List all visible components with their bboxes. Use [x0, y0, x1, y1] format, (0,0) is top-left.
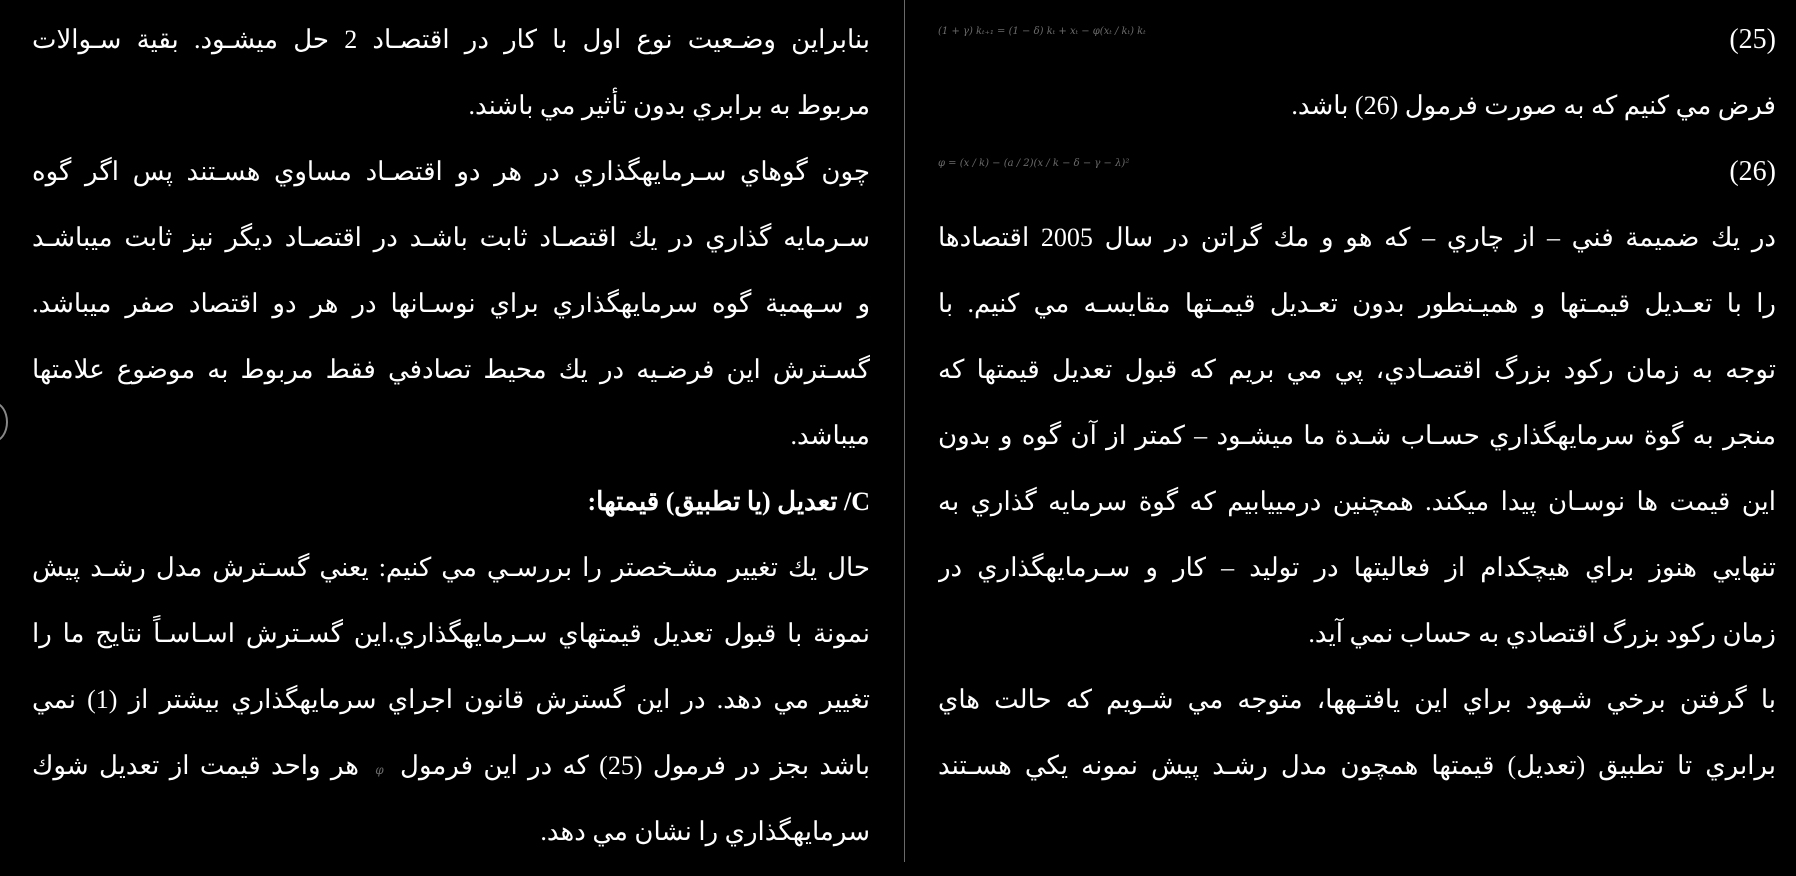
right-text-column [938, 0, 1776, 810]
text-line-with-symbol [32, 744, 870, 788]
equation-formula: (1 + γ) kₜ₊₁ = (1 − δ) kₜ + xₜ − φ(xₜ / kₜ) kₜ [938, 26, 1146, 37]
text-line: را با تعـديل قيمـتها و هميـنطور بدون تعـديل قيمـتها مقايسـه مي كنيم. با [938, 289, 1776, 318]
text-line: منجر به گوة سرمايهگذاري حسـاب شـدة ما ميشـود – كمتر از آن گوه و بدون [938, 421, 1776, 450]
text-fragment: هر واحد قيمت از تعديل شوك [32, 751, 359, 780]
text-line: فرض مي كنيم كه به صورت فرمول (26) باشد. [1291, 91, 1776, 120]
equation-formula: φ = (x / k) − (a / 2)(x / k − δ − γ − λ)² [938, 158, 1130, 169]
text-line: بنابراين وضـعيت نوع اول با كار در اقتصـاد 2 حل ميشـود. بقية سـوالات [32, 25, 870, 54]
text-line: تنهايي هنوز براي هيچكدام از فعاليتها در توليد – كار و سـرمايهگذاري در [938, 553, 1776, 582]
text-line: در يك ضميمة فني – از چاري – كه هو و مك گراتن در سال 2005 اقتصادها [938, 223, 1776, 252]
text-line: تغيير مي دهد. در اين گسترش قانون اجراي سرمايهگذاري بيشتر از (1) نمي [32, 685, 870, 714]
text-line: برابري تا تطبيق (تعديل) قيمتها همچون مدل رشـد پيش نمونه يكي هسـتند [938, 751, 1776, 780]
text-line: با گرفتن برخي شـهود براي اين يافتـهها، متوجه مي شـويم كه حالت هاي [938, 685, 1776, 714]
equation-25 [938, 18, 1776, 62]
left-text-column [32, 0, 870, 876]
equation-number: (26) [1729, 156, 1776, 187]
text-line: ميباشد. [790, 421, 870, 450]
text-line: چون گوهاي سـرمايهگذاري در هر دو اقتصـاد مساوي هسـتند پس اگر گوه [32, 157, 870, 186]
text-line: گسـترش اين فرضـيه در يك محيط تصادفي فقط مربوط به موضوع علامتها [32, 355, 870, 384]
page-divider [904, 0, 905, 862]
text-line: حال يك تغيير مشـخصتر را بررسـي مي كنيم: يعني گسـترش مدل رشـد پيش [32, 553, 870, 582]
text-line: توجه به زمان ركود بزرگ اقتصـادي، پي مي بريم كه قبول تعديل قيمتها كه [938, 355, 1776, 384]
section-heading: C/ تعديل (يا تطبيق) قيمتها: [587, 487, 870, 516]
equation-number: (25) [1729, 24, 1776, 55]
text-line: نمونة با قبول تعديل قيمتهاي سـرمايهگذاري.اين گسـترش اسـاسـاً نتايج ما را [32, 619, 870, 648]
text-fragment: باشد بجز در فرمول (25) كه در اين فرمول [400, 751, 870, 780]
text-line: اين قيمت ها نوسـان پيدا ميكند. همچنين درميیابيم كه گوة سرمايه گذاري به [938, 487, 1776, 516]
equation-26 [938, 150, 1776, 194]
text-line: زمان ركود بزرگ اقتصادي به حساب نمي آيد. [1308, 619, 1776, 648]
text-line: و سـهمية گوه سرمايهگذاري براي نوسـانها در هر دو اقتصاد صفر ميباشد. [32, 289, 870, 318]
text-line: مربوط به برابري بدون تأثير مي باشند. [468, 91, 870, 120]
text-line: سـرمايه گذاري در يك اقتصـاد ثابت باشـد در اقتصـاد ديگر نيز ثابت ميباشـد [32, 223, 870, 252]
text-line: سرمايهگذاري را نشان مي دهد. [540, 817, 870, 846]
phi-symbol: φ [375, 763, 384, 777]
